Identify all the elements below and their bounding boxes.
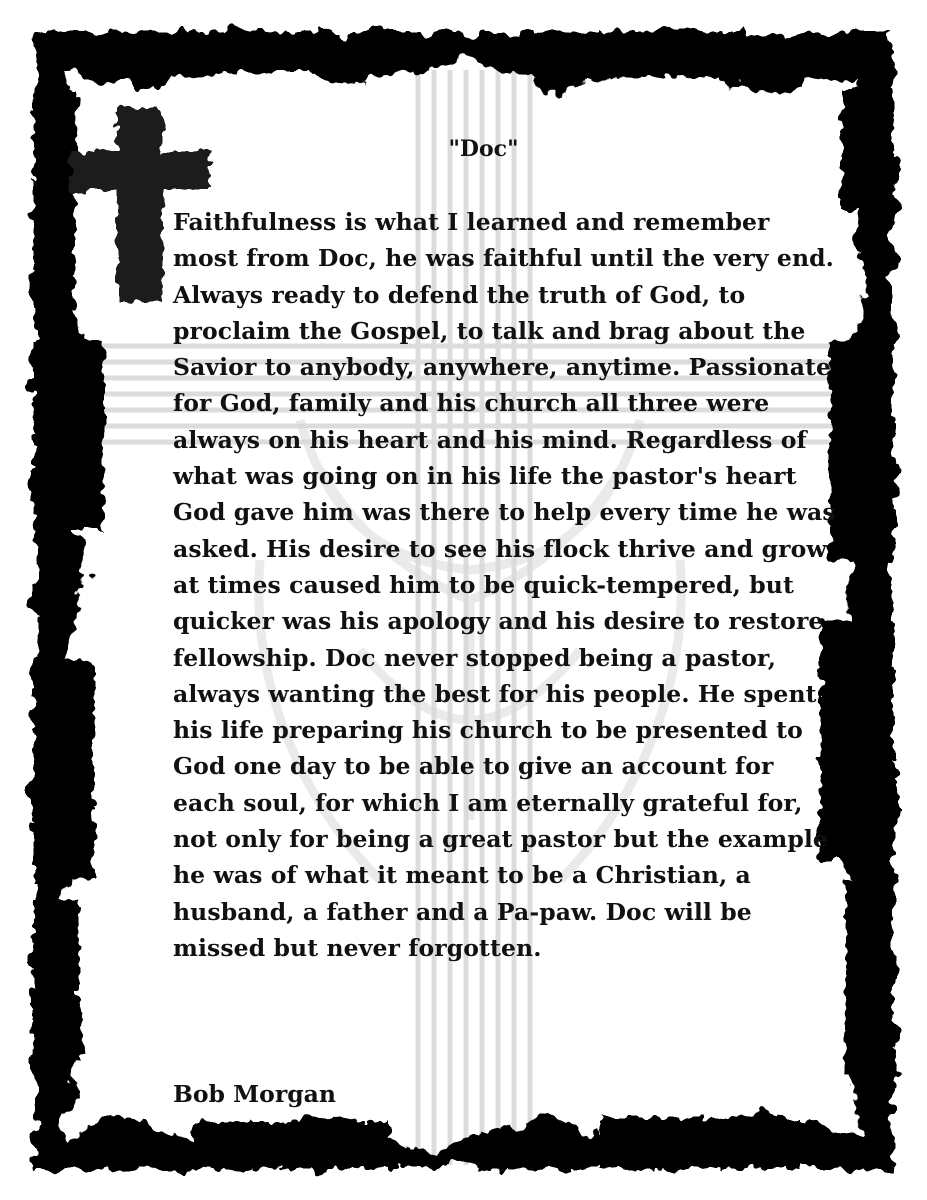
document-title: "Doc" <box>448 136 519 162</box>
signature: Bob Morgan <box>173 1080 336 1108</box>
tribute-text: Faithfulness is what I learned and remember most from Doc, he was faithful until the very end. Always ready to defend the truth of God, to proclaim the Gospel, to talk and brag about the Savior to anybody, anywhere, anytime. Passionate for God, family and his church all three were always on his heart and his mind. Regardless of what was going on in his life the pastor's heart God gave him was there to help every time he was asked. His desire to see his flock thrive and grow at times caused him to be quick-tempered, but quicker was his apology and his desire to restore fellowship. Doc never stopped being a pastor, always wanting the best for his people. He spent his life preparing his church to be presented to God one day to be able to give an account for each soul, for which I am eternally grateful for, not only for being a great pastor but the example he was of what it meant to be a Christian, a husband, a father and a Pa-paw. Doc will be missed but never forgotten. <box>173 208 836 962</box>
